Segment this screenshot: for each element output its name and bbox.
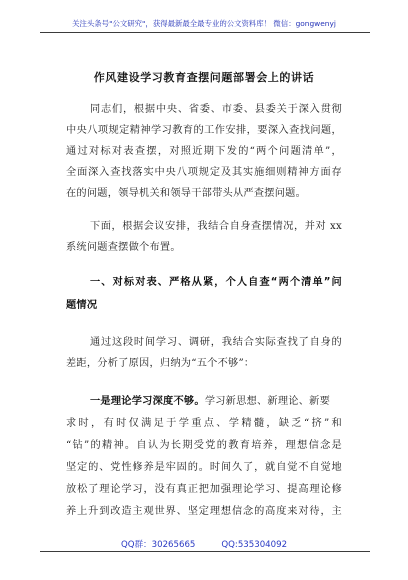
paragraph-1-line: 在的问题，领导机关和领导干部带头从严查摆问题。: [66, 188, 307, 199]
footer-divider: [40, 551, 370, 552]
paragraph-4-line: “钻”的精神。自认为长期受党的教育培养，理想信念是: [66, 440, 342, 451]
footer-contact: [0, 538, 408, 550]
paragraph-2-line: 系统问题查摆做个布置。: [66, 242, 181, 253]
paragraph-3-line: 通过这段时间学习、调研，我结合实际查找了自身的: [90, 337, 342, 348]
paragraph-1-line: 同志们，根据中央、省委、市委、县委关于深入贯彻: [90, 104, 342, 115]
header-banner: 关注头条号"公文研究"，获得最新最全最专业的公文资料库！ 微信：gongwenyj: [72, 19, 336, 28]
document-title: 作风建设学习教育查摆问题部署会上的讲话: [93, 71, 315, 84]
paragraph-4-line: 放松了理论学习，没有真正把加强理论学习、提高理论修: [66, 484, 342, 495]
section-heading-1-line: 题情况: [66, 300, 98, 311]
paragraph-4-line: 求时，有时仅满足于学重点、学精髓，缺乏“挤”和: [66, 418, 342, 429]
paragraph-1-line: 中央八项规定精神学习教育的工作安排，要深入查找问题，: [66, 125, 342, 136]
paragraph-1-line: 全面深入查找落实中央八项规定及其实施细则精神方面存: [66, 167, 342, 178]
footer-qq-group: QQ群：30265665: [120, 540, 196, 550]
paragraph-4-first-text: 学习新思想、新理论、新要: [204, 396, 331, 407]
paragraph-4-line: 养上升到改造主观世界、坚定理想信念的高度来对待，主: [66, 506, 342, 517]
paragraph-2-line: 下面，根据会议安排，我结合自身查摆情况，并对 xx: [90, 221, 342, 232]
paragraph-4-lead: 一是理论学习深度不够。: [90, 396, 205, 407]
paragraph-4-line: 坚定的、党性修养是牢固的。时间久了，就自觉不自觉地: [66, 462, 342, 473]
paragraph-4-first-line: [90, 392, 330, 407]
section-heading-1-line: 一、对标对表、严格从紧，个人自查“两个清单”问: [90, 277, 342, 288]
paragraph-1-line: 通过对标对表查摆，对照近期下发的“两个问题清单”，: [66, 146, 342, 157]
footer-qq-number: QQ:535304092: [221, 540, 288, 550]
paragraph-3-line: 差距，分析了原因，归纳为“五个不够”：: [66, 358, 255, 369]
header-divider: [40, 32, 370, 33]
